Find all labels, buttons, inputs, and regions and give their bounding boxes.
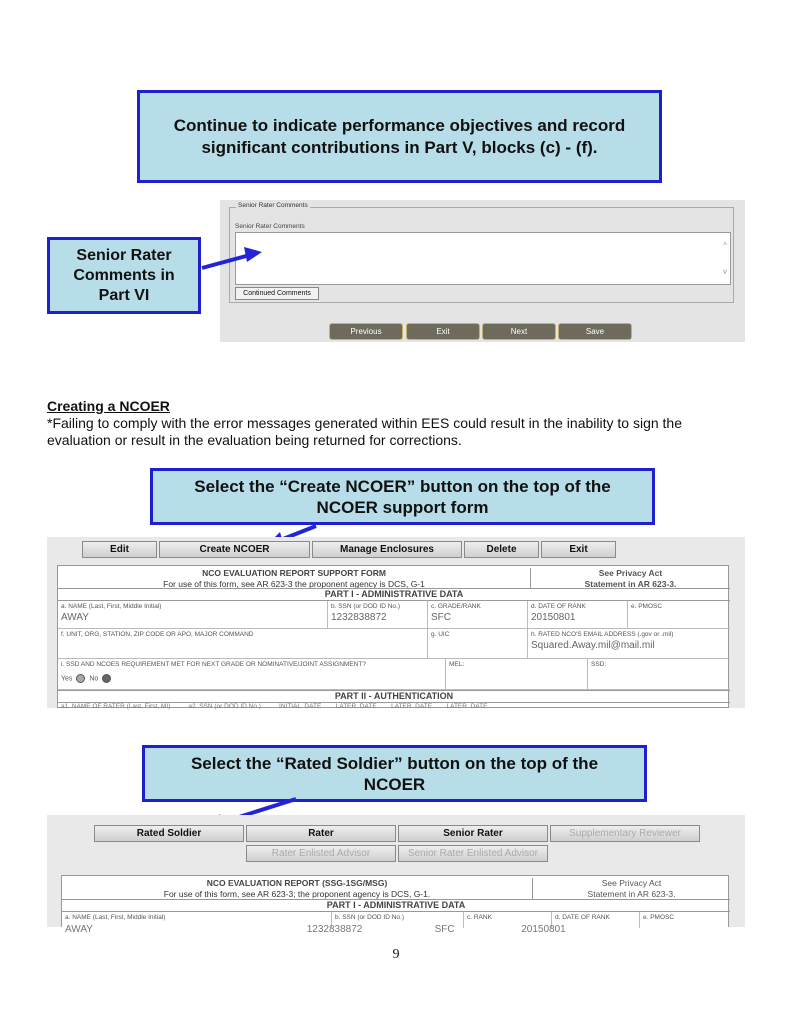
ssn-field[interactable]: b. SSN (or DOD ID No.) 1232838872	[328, 601, 428, 629]
callout-text: Select the “Create NCOER” button on the top of the NCOER support form	[194, 476, 611, 517]
previous-button[interactable]: Previous	[329, 323, 403, 340]
continued-comments-button[interactable]: Continued Comments	[235, 287, 319, 300]
callout-rated-soldier	[142, 745, 647, 802]
rank-field[interactable]: c. RANK	[464, 912, 552, 928]
next-button[interactable]: Next	[482, 323, 556, 340]
scroll-down-icon[interactable]: v	[723, 267, 727, 276]
supplementary-reviewer-button[interactable]: Supplementary Reviewer	[550, 825, 700, 842]
section-heading: Creating a NCOER	[47, 398, 170, 414]
senior-rater-enlisted-advisor-button[interactable]: Senior Rater Enlisted Advisor	[398, 845, 548, 862]
email-field[interactable]: h. RATED NCO'S EMAIL ADDRESS (.gov or .mil) Squared.Away.mil@mail.mil	[528, 629, 730, 659]
ssn-field[interactable]: b. SSN (or DOD ID No.)	[332, 912, 464, 928]
manage-enclosures-button[interactable]: Manage Enclosures	[312, 541, 462, 558]
authentication-row-cut: a1. NAME OF RATER (Last, First, MI) a2. SSN (or DOD ID No.) INITIAL DATE LATER DATE LATER DATE LATER DATE	[61, 703, 488, 710]
part-2-header: PART II - AUTHENTICATION	[58, 690, 730, 703]
senior-rater-comments-panel	[220, 200, 745, 342]
pmosc-field[interactable]: e. PMOSC	[628, 601, 730, 629]
date-of-rank-field[interactable]: d. DATE OF RANK 20150801	[528, 601, 628, 629]
name-field[interactable]: a. NAME (Last, First, Middle Initial) AWAY	[58, 601, 328, 629]
privacy-act: See Privacy Act Statement in AR 623-3.	[532, 878, 730, 899]
callout-performance-objectives	[137, 90, 662, 183]
date-of-rank-field[interactable]: d. DATE OF RANK	[552, 912, 640, 928]
field-label: Senior Rater Comments	[235, 223, 305, 230]
rater-button[interactable]: Rater	[246, 825, 396, 842]
edit-button[interactable]: Edit	[82, 541, 157, 558]
privacy-act: See Privacy Act Statement in AR 623-3.	[530, 568, 730, 589]
scroll-up-icon[interactable]: ^	[723, 241, 727, 250]
mel-field[interactable]: MEL:	[446, 659, 588, 690]
unit-field[interactable]: f. UNIT, ORG, STATION, ZIP CODE OR APO, MAJOR COMMAND	[58, 629, 428, 659]
page-number: 9	[392, 947, 400, 962]
uic-field[interactable]: g. UIC	[428, 629, 528, 659]
callout-create-ncoer	[150, 468, 655, 525]
callout-text: Senior Rater Comments in Part VI	[73, 246, 175, 304]
arrow-icon	[0, 0, 1, 1]
fieldset-legend: Senior Rater Comments	[238, 202, 308, 209]
callout-senior-rater-comments	[47, 237, 201, 314]
ssd-field[interactable]: SSD:	[588, 659, 730, 690]
section-note: *Failing to comply with the error messages generated within EES could result in the inability to sign the evaluation or result in the evaluation being returned for corrections.	[47, 415, 682, 448]
exit-button[interactable]: Exit	[406, 323, 480, 340]
save-button[interactable]: Save	[558, 323, 632, 340]
pmosc-field[interactable]: e. PMOSC	[643, 914, 675, 921]
exit-button[interactable]: Exit	[541, 541, 616, 558]
rater-enlisted-advisor-button[interactable]: Rater Enlisted Advisor	[246, 845, 396, 862]
yes-label: Yes	[61, 675, 73, 683]
no-label: No	[89, 675, 99, 683]
form-title: NCO EVALUATION REPORT SUPPORT FORM For use of this form, see AR 623-3 the proponent agency is DCS, G-1	[163, 568, 425, 589]
delete-button[interactable]: Delete	[464, 541, 539, 558]
callout-text: Select the “Rated Soldier” button on the top of the NCOER	[190, 753, 599, 794]
senior-rater-button[interactable]: Senior Rater	[398, 825, 548, 842]
support-form	[57, 565, 729, 708]
support-form-panel	[47, 537, 745, 708]
form-title: NCO EVALUATION REPORT (SSG-1SG/MSG) For use of this form, see AR 623-3; the proponent agency is DCS, G-1.	[163, 878, 431, 899]
part-1-header: PART I - ADMINISTRATIVE DATA	[58, 588, 730, 601]
rated-soldier-button[interactable]: Rated Soldier	[94, 825, 244, 842]
create-ncoer-button[interactable]: Create NCOER	[159, 541, 310, 558]
part-1-header: PART I - ADMINISTRATIVE DATA	[62, 899, 730, 912]
callout-text: Continue to indicate performance objectives and record significant contributions in Part V, blocks (c) - (f).	[173, 115, 626, 157]
grade-field[interactable]: c. GRADE/RANK SFC	[428, 601, 528, 629]
cut-values-row: AWAY 1232838872 SFC 20150801	[65, 924, 566, 935]
yes-radio[interactable]	[76, 674, 85, 683]
rated-ncoer-form	[61, 875, 729, 935]
senior-rater-comments-textarea[interactable]	[235, 232, 731, 285]
rated-form-panel	[47, 815, 745, 935]
no-radio[interactable]	[102, 674, 111, 683]
ssd-question: i. SSD AND NCOES REQUIREMENT MET FOR NEXT GRADE OR NOMINATIVE/JOINT ASSIGNMENT? Yes No	[58, 659, 446, 690]
name-field[interactable]: a. NAME (Last, First, Middle Initial)	[62, 912, 332, 928]
